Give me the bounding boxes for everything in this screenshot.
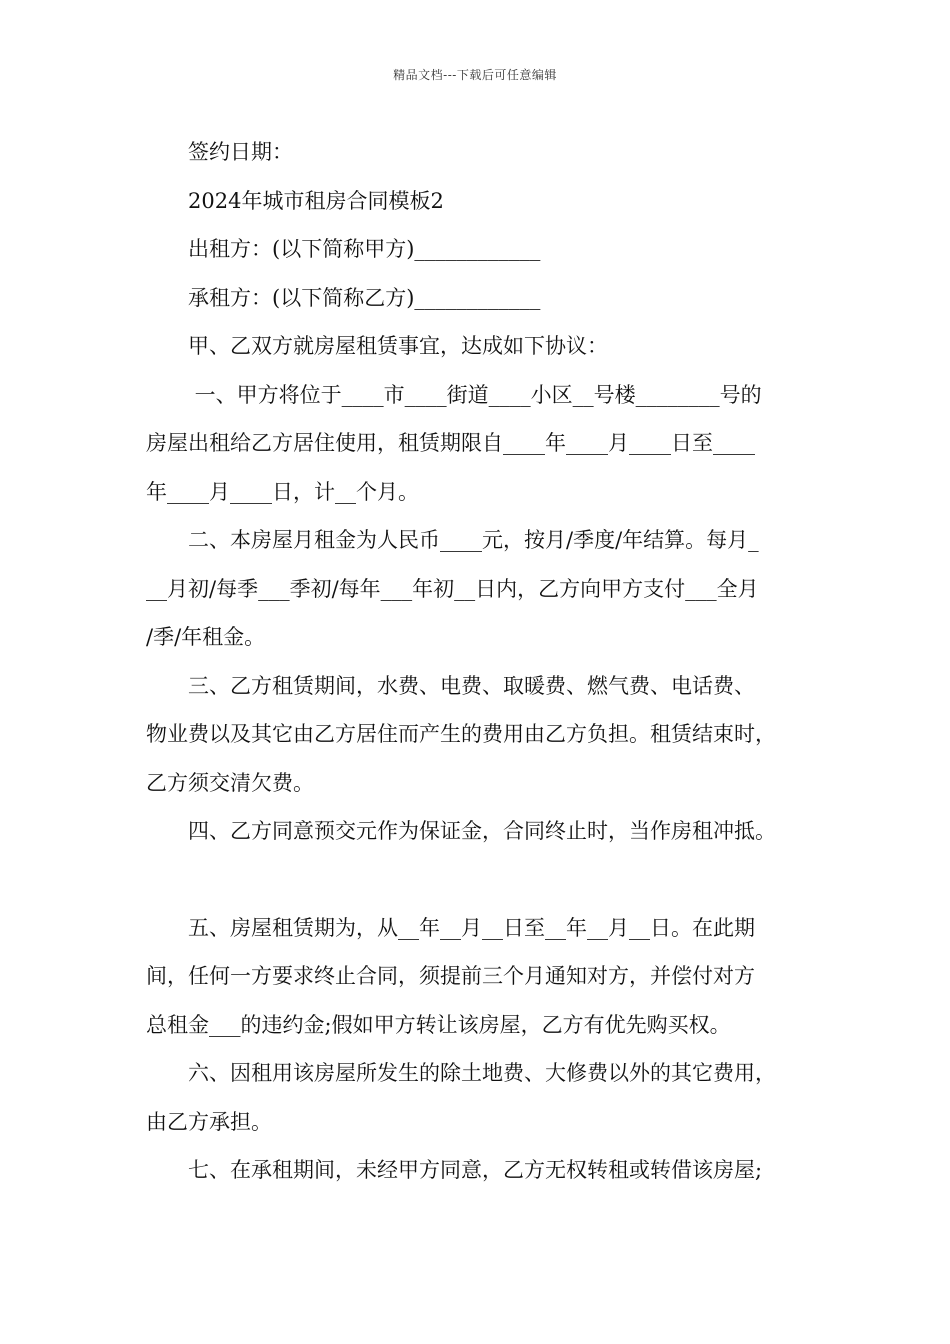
clause-4-line-1: 四、乙方同意预交元作为保证金，合同终止时，当作房租冲抵。 xyxy=(188,819,776,843)
clause-2-line-2: __月初/每季___季初/每年___年初__日内，乙方向甲方支付___全月 xyxy=(146,576,759,601)
page-header: 精品文档---下载后可任意编辑 xyxy=(393,68,557,82)
clause-7-line-1: 七、在承租期间，未经甲方同意，乙方无权转租或转借该房屋; xyxy=(188,1158,763,1182)
paragraph-gap xyxy=(146,856,816,904)
lessee-line: 承租方：(以下简称乙方)____________ xyxy=(188,285,541,310)
clause-2-line-1: 二、本房屋月租金为人民币____元，按月/季度/年结算。每月_ xyxy=(188,528,759,552)
lessor-line: 出租方：(以下简称甲方)____________ xyxy=(188,237,541,261)
document-body xyxy=(146,128,816,1195)
clause-1-line-1: 一、甲方将位于____市____街道____小区__号楼________号的 xyxy=(188,382,762,407)
clause-3-line-2: 物业费以及其它由乙方居住而产生的费用由乙方负担。租赁结束时， xyxy=(146,722,776,746)
clause-1-line-2: 房屋出租给乙方居住使用，租赁期限自____年____月____日至____ xyxy=(146,431,755,455)
sign-date-line: 签约日期： xyxy=(188,140,293,164)
agreement-intro: 甲、乙双方就房屋租赁事宜，达成如下协议： xyxy=(188,334,608,358)
clause-6-line-2: 由乙方承担。 xyxy=(146,1109,272,1134)
clause-5-line-1: 五、房屋租赁期为，从__年__月__日至__年__月__日。在此期 xyxy=(188,915,755,940)
clause-3-line-3: 乙方须交清欠费。 xyxy=(146,770,314,795)
clause-6-line-1: 六、因租用该房屋所发生的除土地费、大修费以外的其它费用， xyxy=(188,1061,776,1085)
clause-1-line-3: 年____月____日，计__个月。 xyxy=(146,479,419,504)
document-title: 2024年城市租房合同模板2 xyxy=(188,188,444,213)
clause-5-line-3: 总租金___的违约金;假如甲方转让该房屋，乙方有优先购买权。 xyxy=(146,1012,731,1037)
clause-3-line-1: 三、乙方租赁期间，水费、电费、取暖费、燃气费、电话费、 xyxy=(188,673,755,698)
clause-2-line-3: /季/年租金。 xyxy=(146,625,266,649)
clause-5-line-2: 间，任何一方要求终止合同，须提前三个月通知对方，并偿付对方 xyxy=(146,964,755,988)
